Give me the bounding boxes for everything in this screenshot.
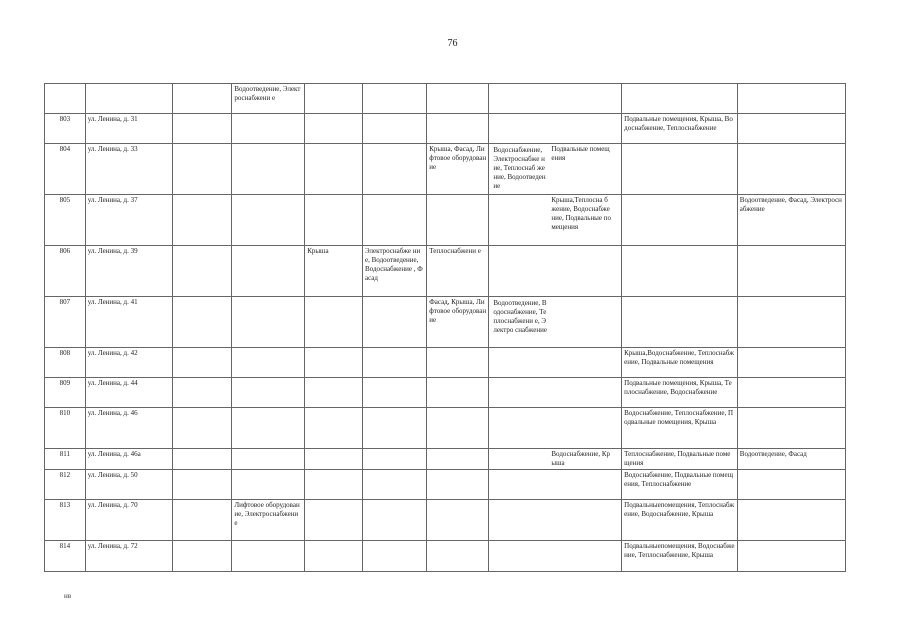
cell-c8a — [491, 379, 549, 381]
cell-c8a: Водоотведение, Водоснабжение, Теплоснабжени е, Электро снабжение — [493, 299, 547, 335]
cell-c8 — [489, 246, 622, 297]
footer-code: нв — [64, 592, 72, 600]
cell-c3 — [173, 195, 232, 246]
table-row — [45, 144, 846, 195]
cell-c9 — [622, 195, 738, 246]
cell-c8b: Крыша,Теплосна бжение, Водоснабжение, Подвальные помещения — [551, 196, 611, 232]
cell-num: 806 — [45, 246, 86, 297]
cell-c10 — [737, 470, 845, 500]
cell-c4 — [232, 449, 305, 470]
cell-c7 — [427, 541, 489, 572]
cell-c8 — [489, 470, 622, 500]
cell-c8 — [489, 449, 622, 470]
cell-c10 — [737, 84, 845, 114]
cell-address: ул. Ленина, д. 46 — [85, 408, 173, 449]
cell-c8 — [489, 114, 622, 144]
cell-address: ул. Ленина, д. 50 — [85, 470, 173, 500]
cell-c5 — [305, 348, 363, 378]
cell-c9: Водоснабжение, Подвальные помещения, Теплоснабжение — [622, 470, 738, 500]
cell-c6 — [363, 408, 427, 449]
cell-num: 814 — [45, 541, 86, 572]
cell-c8a — [491, 471, 549, 473]
cell-address: ул. Ленина, д. 46а — [85, 449, 173, 470]
cell-c4 — [232, 114, 305, 144]
cell-c4 — [232, 348, 305, 378]
cell-c8 — [489, 297, 622, 348]
cell-c3 — [173, 378, 232, 408]
cell-c3 — [173, 114, 232, 144]
cell-c7 — [427, 114, 489, 144]
table-row — [45, 246, 846, 297]
cell-c10 — [737, 144, 845, 195]
cell-address — [85, 84, 173, 114]
cell-c7 — [427, 408, 489, 449]
cell-c9: Крыша,Водоснабжение, Теплоснабжение, Подвальные помещения — [622, 348, 738, 378]
cell-address: ул. Ленина, д. 37 — [85, 195, 173, 246]
cell-c8 — [489, 378, 622, 408]
cell-c3 — [173, 348, 232, 378]
cell-c9: Подвальныепомещения, Водоснабжение, Теплоснабжение, Крыша — [622, 541, 738, 572]
cell-num: 813 — [45, 500, 86, 541]
cell-c5 — [305, 84, 363, 114]
cell-c6 — [363, 541, 427, 572]
table-row — [45, 408, 846, 449]
cell-c5 — [305, 297, 363, 348]
cell-c10 — [737, 541, 845, 572]
cell-c9: Подвальные помещения, Крыша, Водоснабжение, Теплоснабжение — [622, 114, 738, 144]
cell-c4: Водоотведение, Электроснабжени е — [232, 84, 305, 114]
cell-c4 — [232, 408, 305, 449]
table-row — [45, 84, 846, 114]
cell-c9 — [622, 144, 738, 195]
cell-c9 — [622, 297, 738, 348]
cell-address: ул. Ленина, д. 70 — [85, 500, 173, 541]
cell-c8a — [491, 247, 549, 249]
cell-c6: Электроснабже ние, Водоотведение, Водоснабжение , Фасад — [363, 246, 427, 297]
cell-c3 — [173, 470, 232, 500]
cell-c8a: Водоснабжение, Электроснабже ние, Теплоснаб жение, Водоотведение — [493, 146, 546, 191]
cell-address: ул. Ленина, д. 41 — [85, 297, 173, 348]
cell-c7 — [427, 500, 489, 541]
cell-c5 — [305, 449, 363, 470]
cell-c6 — [363, 449, 427, 470]
cell-c4 — [232, 246, 305, 297]
cell-c10: Водоотведение, Фасад, Электроснабжение — [737, 195, 845, 246]
cell-c9: Водоснабжение, Теплоснабжение, Подвальные помещения, Крыша — [622, 408, 738, 449]
cell-c7: Фасад, Крыша, Лифтовое оборудование — [427, 297, 489, 348]
table-row — [45, 500, 846, 541]
cell-c3 — [173, 84, 232, 114]
cell-c7 — [427, 449, 489, 470]
cell-c4 — [232, 144, 305, 195]
cell-num: 805 — [45, 195, 86, 246]
cell-c8 — [489, 84, 622, 114]
cell-c8 — [489, 408, 622, 449]
cell-c9 — [622, 84, 738, 114]
cell-c8b: Подвальные помещения — [551, 145, 610, 163]
cell-c9: Подвальные помещения, Крыша, Теплоснабжение, Водоснабжение — [622, 378, 738, 408]
cell-c3 — [173, 500, 232, 541]
cell-c9: Подвальныепомещения, Теплоснабжение, Водоснабжение, Крыша — [622, 500, 738, 541]
cell-c10 — [737, 114, 845, 144]
cell-c7: Крыша, Фасад, Лифтовое оборудование — [427, 144, 489, 195]
cell-c4 — [232, 297, 305, 348]
cell-c7 — [427, 84, 489, 114]
cell-c3 — [173, 144, 232, 195]
cell-c5 — [305, 195, 363, 246]
table-row — [45, 449, 846, 470]
cell-c4 — [232, 195, 305, 246]
table-row — [45, 348, 846, 378]
cell-c6 — [363, 195, 427, 246]
cell-c7: Теплоснабжени е — [427, 246, 489, 297]
cell-c8a — [491, 501, 549, 503]
cell-c5 — [305, 144, 363, 195]
cell-c7 — [427, 195, 489, 246]
cell-address: ул. Ленина, д. 33 — [85, 144, 173, 195]
cell-num: 809 — [45, 378, 86, 408]
cell-c8a — [491, 409, 549, 411]
cell-c3 — [173, 246, 232, 297]
cell-c9 — [622, 246, 738, 297]
cell-c7 — [427, 470, 489, 500]
cell-c5 — [305, 114, 363, 144]
cell-c4 — [232, 378, 305, 408]
cell-c8 — [489, 144, 622, 195]
cell-c5 — [305, 541, 363, 572]
cell-c7 — [427, 348, 489, 378]
cell-c10 — [737, 378, 845, 408]
cell-num: 804 — [45, 144, 86, 195]
table-row — [45, 297, 846, 348]
cell-num: 811 — [45, 449, 86, 470]
cell-num — [45, 84, 86, 114]
cell-c10 — [737, 246, 845, 297]
cell-num: 810 — [45, 408, 86, 449]
cell-c8a — [491, 542, 549, 544]
cell-c6 — [363, 297, 427, 348]
cell-c5 — [305, 408, 363, 449]
cell-c8 — [489, 541, 622, 572]
cell-c5 — [305, 500, 363, 541]
table-row — [45, 541, 846, 572]
cell-c10 — [737, 348, 845, 378]
cell-num: 812 — [45, 470, 86, 500]
cell-c6 — [363, 114, 427, 144]
cell-num: 807 — [45, 297, 86, 348]
cell-c3 — [173, 541, 232, 572]
cell-c10 — [737, 500, 845, 541]
table-row — [45, 378, 846, 408]
table-row — [45, 470, 846, 500]
cell-c10 — [737, 297, 845, 348]
page-number: 76 — [447, 38, 458, 49]
cell-address: ул. Ленина, д. 44 — [85, 378, 173, 408]
cell-c7 — [427, 378, 489, 408]
cell-c4 — [232, 541, 305, 572]
cell-c8a — [491, 85, 549, 87]
cell-c6 — [363, 144, 427, 195]
cell-c6 — [363, 378, 427, 408]
cell-address: ул. Ленина, д. 31 — [85, 114, 173, 144]
cell-c5: Крыша — [305, 246, 363, 297]
cell-c3 — [173, 297, 232, 348]
cell-num: 803 — [45, 114, 86, 144]
cell-c3 — [173, 408, 232, 449]
cell-c8a — [491, 196, 549, 198]
cell-c6 — [363, 348, 427, 378]
cell-c8a — [491, 349, 549, 351]
table-row — [45, 195, 846, 246]
table-row — [45, 114, 846, 144]
cell-num: 808 — [45, 348, 86, 378]
cell-c6 — [363, 500, 427, 541]
cell-c10: Водоотведение, Фасад — [737, 449, 845, 470]
cell-c3 — [173, 449, 232, 470]
repair-schedule-table — [44, 83, 846, 572]
cell-c8a — [491, 450, 549, 452]
cell-c5 — [305, 470, 363, 500]
cell-c8b: Водоснабжение, Крыша — [551, 450, 611, 468]
cell-c10 — [737, 408, 845, 449]
cell-c8a — [491, 115, 549, 117]
cell-c4: Лифтовое оборудование, Электроснабжени е — [232, 500, 305, 541]
cell-c5 — [305, 378, 363, 408]
cell-address: ул. Ленина, д. 39 — [85, 246, 173, 297]
cell-c8 — [489, 348, 622, 378]
cell-address: ул. Ленина, д. 72 — [85, 541, 173, 572]
cell-c4 — [232, 470, 305, 500]
cell-address: ул. Ленина, д. 42 — [85, 348, 173, 378]
cell-c8 — [489, 195, 622, 246]
cell-c8 — [489, 500, 622, 541]
cell-c9: Теплоснабжение, Подвальные помещения — [622, 449, 738, 470]
cell-c6 — [363, 470, 427, 500]
cell-c6 — [363, 84, 427, 114]
